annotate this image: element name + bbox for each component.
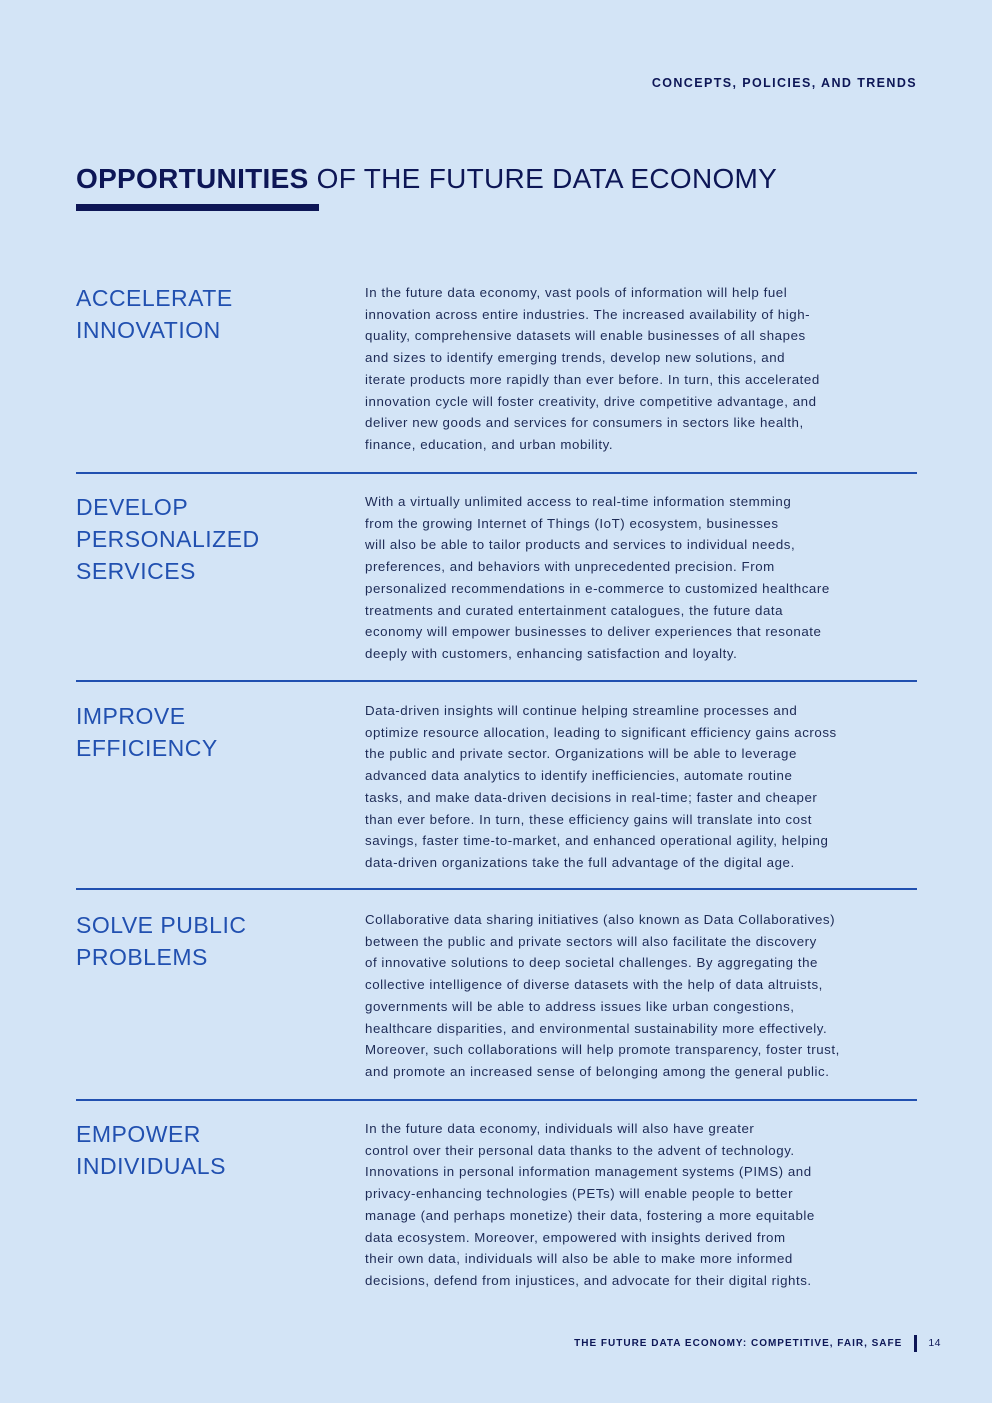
body-line: deeply with customers, enhancing satisfaction and loyalty.	[365, 645, 738, 661]
heading-line: SERVICES	[76, 558, 196, 584]
body-line: economy will empower businesses to deliver experiences that resonate	[365, 624, 822, 640]
body-line: from the growing Internet of Things (IoT) ecosystem, businesses	[365, 515, 779, 531]
body-line: In the future data economy, individuals will also have greater	[365, 1121, 755, 1136]
body-line: iterate products more rapidly than ever before. In turn, this accelerated	[365, 371, 820, 387]
section-heading	[76, 909, 336, 973]
heading-line: DEVELOP	[76, 494, 189, 520]
heading-line: INDIVIDUALS	[76, 1153, 226, 1179]
heading-line: ACCELERATE	[76, 285, 233, 311]
body-line: privacy-enhancing technologies (PETs) will enable people to better	[365, 1186, 794, 1202]
body-line: control over their personal data thanks to the advent of technology.	[365, 1142, 795, 1158]
section-divider	[76, 1099, 917, 1101]
body-line: collective intelligence of diverse datasets with the help of data altruists,	[365, 977, 823, 993]
body-line: innovation across entire industries. The increased availability of high-	[365, 306, 811, 322]
body-line: and promote an increased sense of belonging among the general public.	[365, 1063, 830, 1079]
body-line: data ecosystem. Moreover, empowered with insights derived from	[365, 1229, 786, 1245]
body-line: Moreover, such collaborations will help promote transparency, foster trust,	[365, 1042, 840, 1058]
body-line: decisions, defend from injustices, and advocate for their digital rights.	[365, 1272, 812, 1288]
heading-line: EMPOWER	[76, 1121, 201, 1147]
body-line: savings, faster time-to-market, and enhanced operational agility, helping	[365, 833, 829, 849]
body-line: tasks, and make data-driven decisions in real-time; faster and cheaper	[365, 789, 818, 805]
title-underline	[76, 204, 319, 211]
heading-line: PROBLEMS	[76, 944, 208, 970]
body-line: their own data, individuals will also be able to make more informed	[365, 1251, 793, 1267]
page-title-rest: OF THE FUTURE DATA ECONOMY	[308, 163, 778, 194]
body-line: between the public and private sectors will also facilitate the discovery	[365, 933, 817, 949]
body-line: Collaborative data sharing initiatives (also known as Data Collaboratives)	[365, 912, 836, 927]
section-body	[365, 909, 917, 1083]
section-body	[365, 491, 917, 665]
body-line: In the future data economy, vast pools of information will help fuel	[365, 285, 788, 300]
body-line: innovation cycle will foster creativity, drive competitive advantage, and	[365, 393, 817, 409]
body-line: finance, education, and urban mobility.	[365, 436, 614, 452]
body-line: treatments and curated entertainment catalogues, the future data	[365, 602, 784, 618]
section-divider	[76, 888, 917, 890]
body-line: will also be able to tailor products and services to individual needs,	[365, 537, 796, 553]
section-body	[365, 700, 917, 874]
body-line: With a virtually unlimited access to real-time information stemming	[365, 494, 792, 509]
body-line: deliver new goods and services for consumers in sectors like health,	[365, 415, 804, 431]
body-line: and sizes to identify emerging trends, develop new solutions, and	[365, 350, 786, 366]
body-line: quality, comprehensive datasets will enable businesses of all shapes	[365, 328, 806, 344]
body-line: governments will be able to address issues like urban congestions,	[365, 998, 795, 1014]
page-footer	[574, 1333, 941, 1353]
page-number: 14	[928, 1337, 941, 1349]
body-line: of innovative solutions to deep societal challenges. By aggregating the	[365, 955, 819, 971]
heading-line: INNOVATION	[76, 317, 221, 343]
footer-title: THE FUTURE DATA ECONOMY: COMPETITIVE, FAIR, SAFE	[574, 1337, 903, 1349]
body-line: the public and private sector. Organizations will be able to leverage	[365, 746, 797, 762]
body-line: than ever before. In turn, these efficiency gains will translate into cost	[365, 811, 812, 827]
section-divider	[76, 680, 917, 682]
body-line: data-driven organizations take the full advantage of the digital age.	[365, 854, 795, 870]
heading-line: IMPROVE	[76, 703, 186, 729]
section-divider	[76, 472, 917, 474]
section-heading	[76, 491, 336, 587]
body-line: Data-driven insights will continue helping streamline processes and	[365, 703, 798, 718]
heading-line: EFFICIENCY	[76, 735, 218, 761]
body-line: healthcare disparities, and environmental sustainability more effectively.	[365, 1020, 828, 1036]
heading-line: PERSONALIZED	[76, 526, 260, 552]
section-heading	[76, 1118, 336, 1182]
footer-divider	[914, 1335, 917, 1352]
section-body	[365, 282, 917, 456]
body-line: Innovations in personal information management systems (PIMS) and	[365, 1164, 812, 1180]
section-heading	[76, 282, 336, 346]
body-line: manage (and perhaps monetize) their data, fostering a more equitable	[365, 1207, 815, 1223]
heading-line: SOLVE PUBLIC	[76, 912, 247, 938]
section-label: CONCEPTS, POLICIES, AND TRENDS	[651, 76, 917, 90]
body-line: optimize resource allocation, leading to significant efficiency gains across	[365, 724, 837, 740]
page-title-emphasis: OPPORTUNITIES	[76, 163, 309, 194]
section-heading	[76, 700, 336, 764]
body-line: personalized recommendations in e-commerce to customized healthcare	[365, 580, 830, 596]
page-title	[76, 163, 777, 195]
section-body	[365, 1118, 917, 1292]
body-line: preferences, and behaviors with unprecedented precision. From	[365, 559, 775, 575]
body-line: advanced data analytics to identify inefficiencies, automate routine	[365, 768, 793, 784]
